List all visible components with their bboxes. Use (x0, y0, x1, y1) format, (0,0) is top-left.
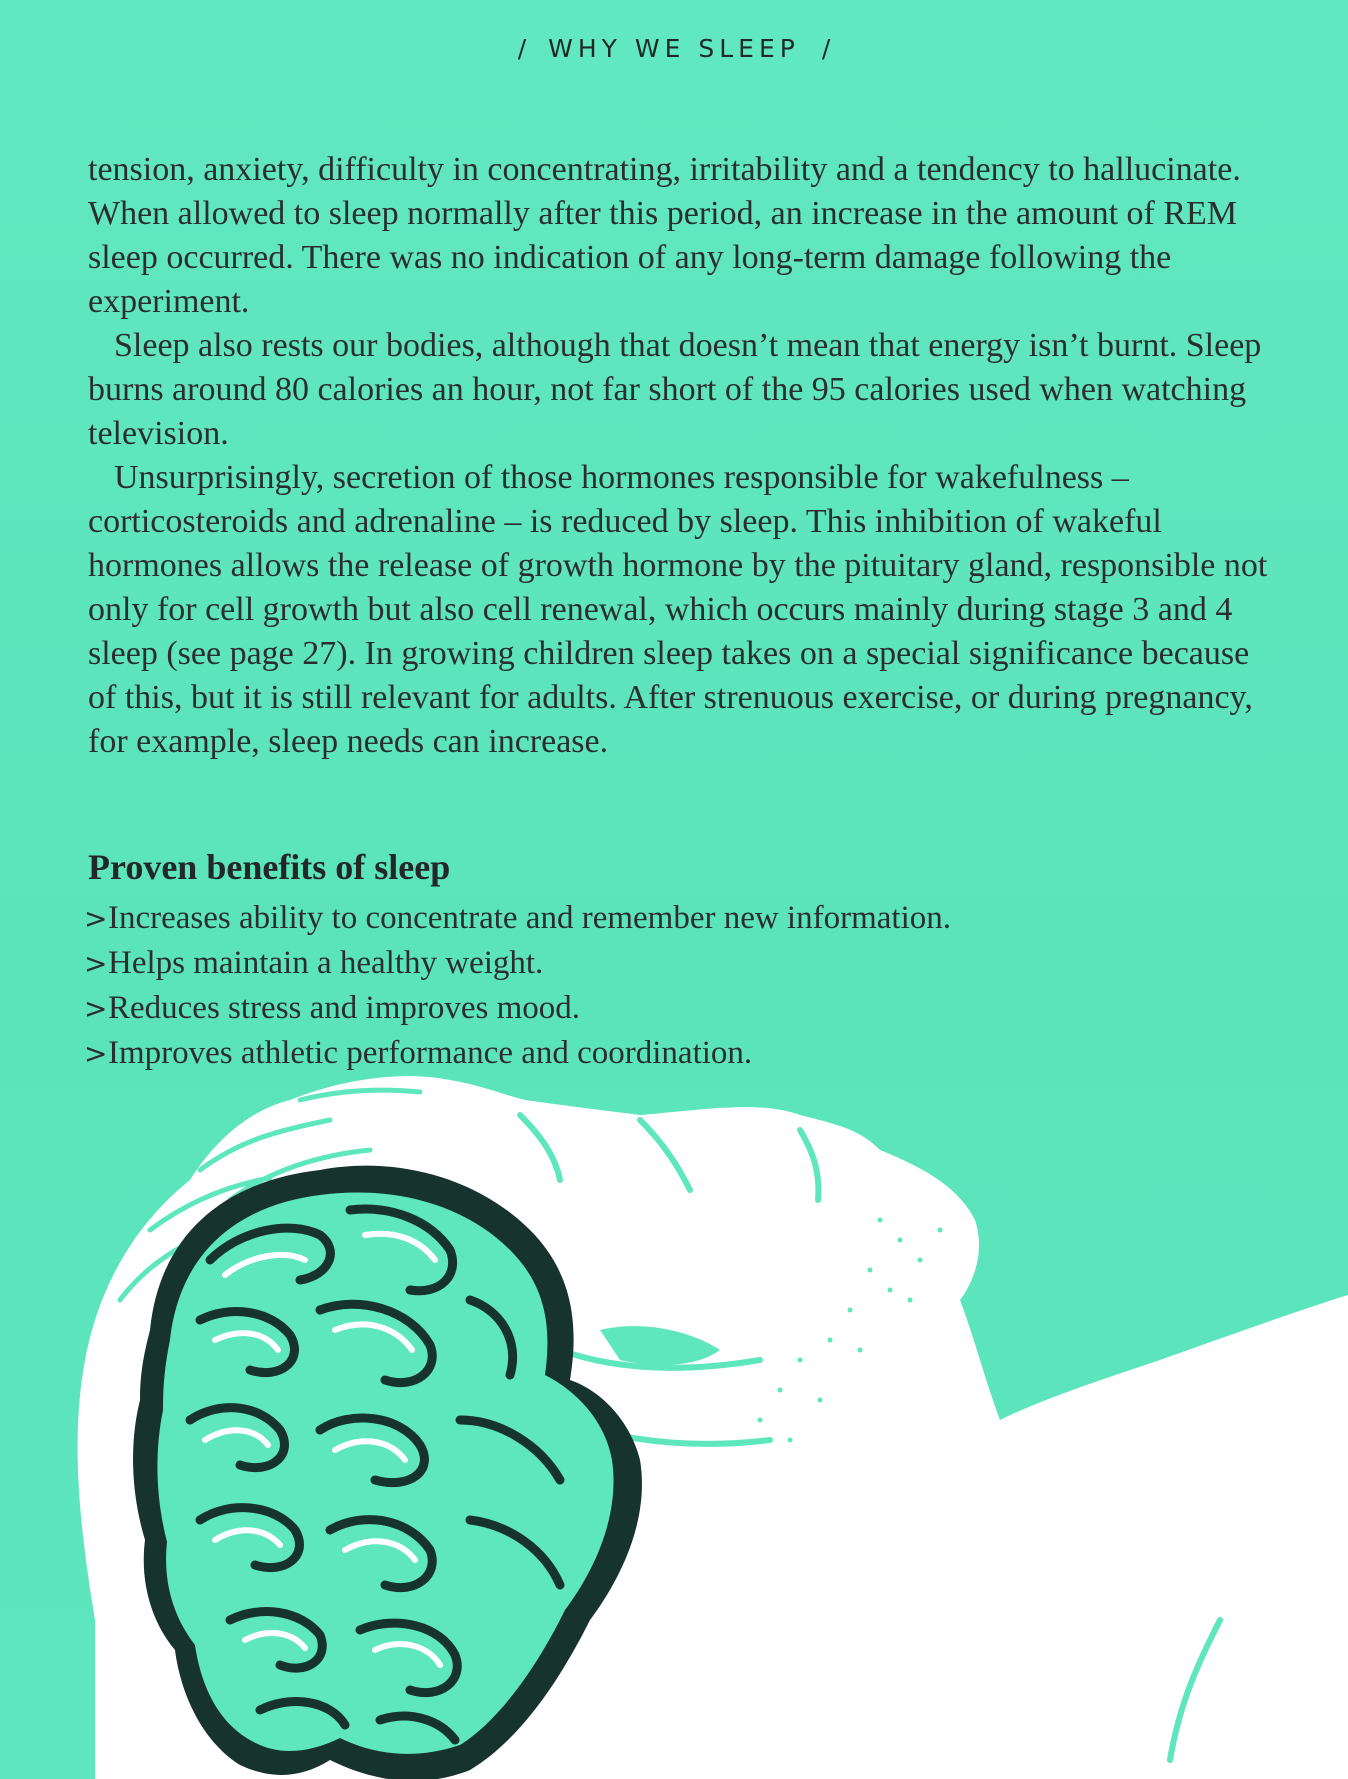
chevron-right-icon: > (84, 902, 108, 935)
running-head-slash-right: / (821, 34, 831, 63)
section-heading: Proven benefits of sleep (88, 847, 451, 887)
list-item-text: Reduces stress and improves mood. (108, 990, 581, 1026)
list-item (84, 986, 1264, 1031)
body-text (88, 148, 1268, 764)
paragraph-1: tension, anxiety, difficulty in concentrating, irritability and a tendency to hallucinate. When allowed to sleep normally after this period, an increase in the amount of REM sleep occurred. There was no indication of any long-term damage following the experiment. (88, 151, 1241, 320)
list-item (84, 896, 1264, 941)
list-item-text: Improves athletic performance and coordination. (108, 1035, 753, 1071)
sleeping-head-illustration (0, 1060, 1348, 1779)
running-head-slash-left: / (517, 34, 527, 63)
paragraph-2: Sleep also rests our bodies, although that doesn’t mean that energy isn’t burnt. Sleep burns around 80 calories an hour, not far short of the 95 calories used when watching television. (88, 327, 1262, 452)
list-item (84, 941, 1264, 986)
chevron-right-icon: > (84, 992, 108, 1025)
chevron-right-icon: > (84, 1037, 108, 1070)
running-head-title: WHY WE SLEEP (548, 34, 800, 63)
paragraph-3: Unsurprisingly, secretion of those hormones responsible for wakefulness – corticosteroids and adrenaline – is reduced by sleep. This inhibition of wakeful hormones allows the release of growth hormone by the pituitary gland, responsible not only for cell growth but also cell renewal, which occurs mainly during stage 3 and 4 sleep (see page 27). In growing children sleep takes on a special significance because of this, but it is still relevant for adults. After strenuous exercise, or during pregnancy, for example, sleep needs can increase. (88, 459, 1268, 760)
benefits-list (84, 896, 1264, 1076)
running-head (0, 34, 1348, 63)
list-item-text: Helps maintain a healthy weight. (108, 945, 544, 981)
chevron-right-icon: > (84, 947, 108, 980)
list-item-text: Increases ability to concentrate and remember new information. (108, 900, 951, 936)
